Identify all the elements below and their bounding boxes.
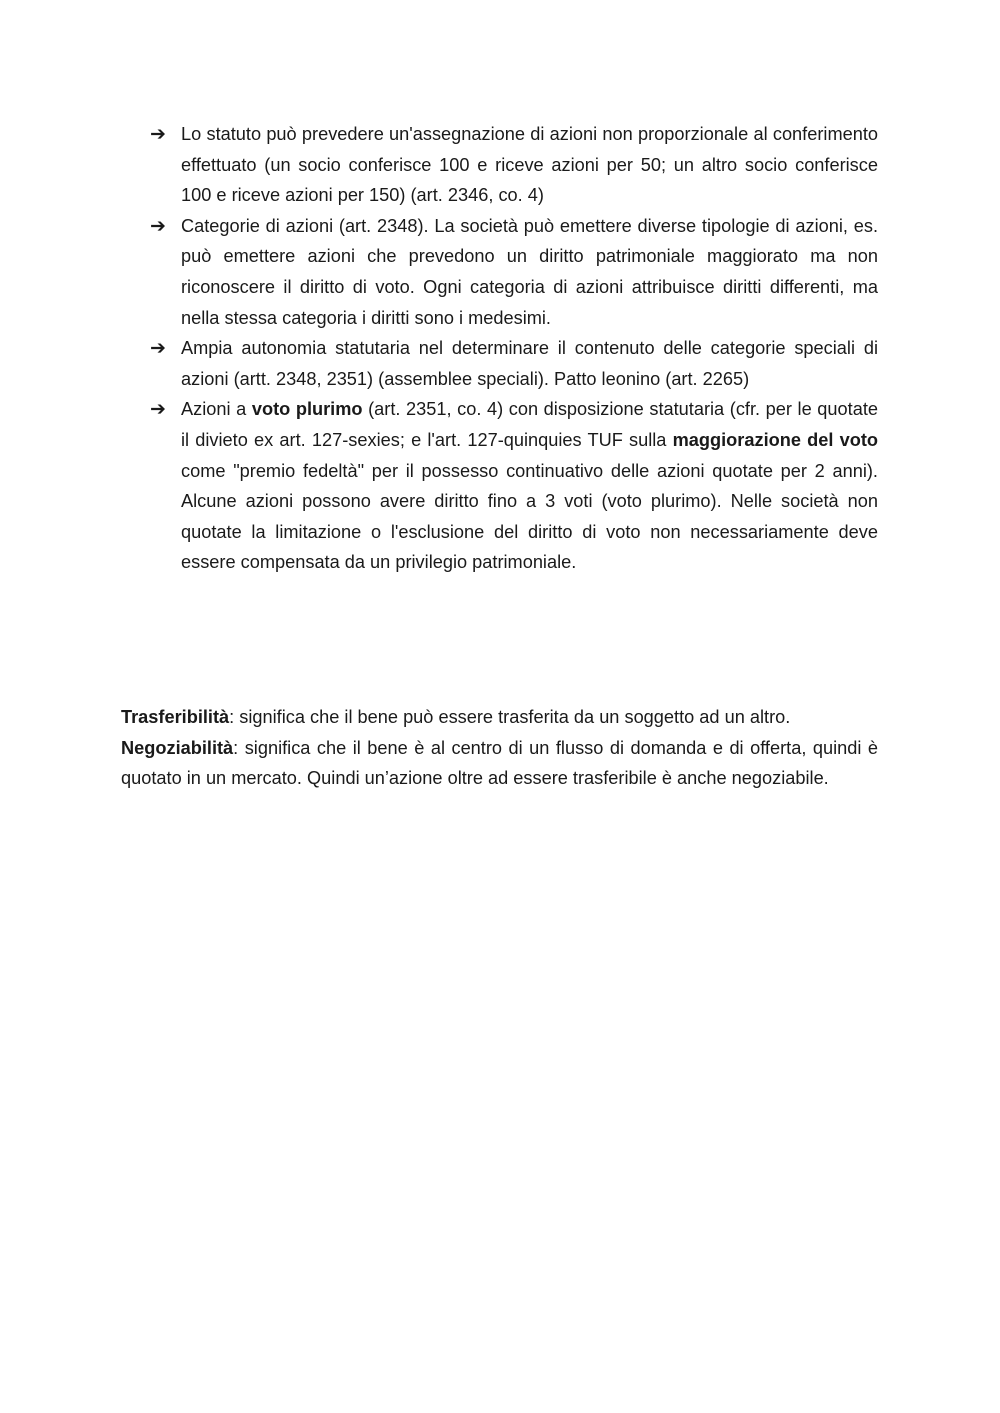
bold-term: voto plurimo — [251, 399, 363, 420]
definition-text: : significa che il bene può essere trasferita da un soggetto ad un altro. — [229, 707, 791, 727]
arrow-icon: ➔ — [150, 337, 166, 360]
bold-term: maggiorazione del voto — [672, 429, 878, 450]
bullet-text: Categorie di azioni (art. 2348). La società può emettere diverse tipologie di azioni, es. può emettere azioni che prevedono un diritto patrimoniale maggiorato ma non riconoscere il diritto di voto. Ogni categoria di azioni attribuisce diritti differenti, ma nella stessa categoria i diritti sono i medesimi. — [181, 215, 878, 328]
arrow-icon: ➔ — [150, 123, 166, 145]
arrow-icon: ➔ — [150, 398, 166, 421]
bullet-text: Ampia autonomia statutaria nel determinare il contenuto delle categorie speciali di azioni (artt. 2348, 2351) (assemblee speciali). Patto leonino (art. 2265) — [181, 338, 878, 389]
definition-text: : significa che il bene è al centro di un flusso di domanda e di offerta, quindi è quotato in un mercato. Quindi un’azione oltre ad essere trasferibile è anche negoziabile. — [121, 737, 878, 789]
bullet-text — [181, 394, 878, 578]
bullet-list — [150, 119, 878, 578]
definition-term: Trasferibilità — [121, 707, 230, 727]
definition-paragraph — [121, 702, 878, 733]
text-run: come "premio fedeltà" per il possesso continuativo delle azioni quotate per 2 anni). Alcune azioni possono avere diritto fino a 3 voti (voto plurimo). Nelle società non quotate la limitazione o l'esclusione del diritto di voto non necessariamente deve essere compensata da un privilegio patrimoniale. — [181, 460, 878, 573]
text-run: (art. 2351, co. 4) con disposizione statutaria (cfr. per le quotate il divieto ex art. 127-sexies; e l'art. 127-quinquies TUF sulla — [181, 399, 878, 450]
definition-paragraph — [121, 733, 878, 794]
arrow-icon: ➔ — [150, 214, 166, 237]
bullet-text: Lo statuto può prevedere un'assegnazione di azioni non proporzionale al conferimento effettuato (un socio conferisce 100 e riceve azioni per 50; un altro socio conferisce 100 e riceve azioni per 150) (art. 2346, co. 4) — [181, 124, 878, 206]
definition-term: Negoziabilità — [121, 737, 234, 758]
definitions — [121, 702, 878, 794]
bullet-item — [150, 211, 878, 333]
bullet-item — [150, 119, 878, 211]
bullet-item — [150, 333, 878, 394]
bullet-item — [150, 394, 878, 578]
text-run: Azioni a — [181, 399, 252, 420]
